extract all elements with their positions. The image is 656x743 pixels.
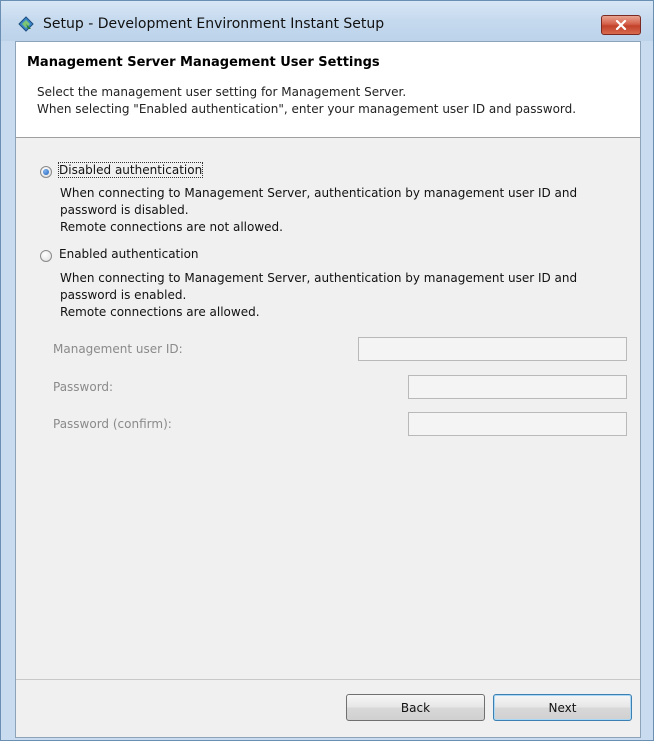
- enabled-desc-line2: password is enabled.: [60, 288, 187, 302]
- disabled-desc-line3: Remote connections are not allowed.: [60, 220, 283, 234]
- password-confirm-input[interactable]: [408, 412, 627, 436]
- disabled-desc-line1: When connecting to Management Server, authentication by management user ID and: [60, 186, 578, 200]
- management-user-id-input[interactable]: [358, 337, 627, 361]
- disabled-authentication-description: [60, 185, 577, 236]
- setup-app-icon: [17, 15, 35, 33]
- enabled-desc-line1: When connecting to Management Server, authentication by management user ID and: [60, 271, 578, 285]
- title-bar[interactable]: [1, 1, 653, 41]
- page-title: Management Server Management User Settings: [27, 55, 380, 70]
- header-description: [37, 84, 576, 118]
- enabled-authentication-description: [60, 270, 577, 321]
- footer-separator: [16, 679, 640, 680]
- header-panel: [16, 42, 640, 138]
- password-label: Password:: [53, 380, 114, 394]
- window-title: Setup - Development Environment Instant Setup: [43, 16, 385, 32]
- enabled-desc-line3: Remote connections are allowed.: [60, 305, 260, 319]
- password-input[interactable]: [408, 375, 627, 399]
- radio-label-enabled-authentication[interactable]: Enabled authentication: [59, 247, 199, 261]
- close-button[interactable]: [601, 15, 641, 35]
- radio-disabled-authentication[interactable]: [40, 166, 52, 178]
- management-user-id-label: Management user ID:: [53, 342, 183, 356]
- header-desc-line1: Select the management user setting for Management Server.: [37, 85, 407, 99]
- close-icon: [615, 20, 627, 30]
- dialog-client-area: [15, 41, 641, 738]
- password-confirm-label: Password (confirm):: [53, 417, 172, 431]
- header-desc-line2: When selecting "Enabled authentication", enter your management user ID and password.: [37, 102, 577, 116]
- back-button[interactable]: Back: [346, 694, 485, 721]
- next-button[interactable]: Next: [493, 694, 632, 721]
- radio-enabled-authentication[interactable]: [40, 250, 52, 262]
- disabled-desc-line2: password is disabled.: [60, 203, 189, 217]
- radio-label-disabled-authentication[interactable]: Disabled authentication: [59, 163, 203, 177]
